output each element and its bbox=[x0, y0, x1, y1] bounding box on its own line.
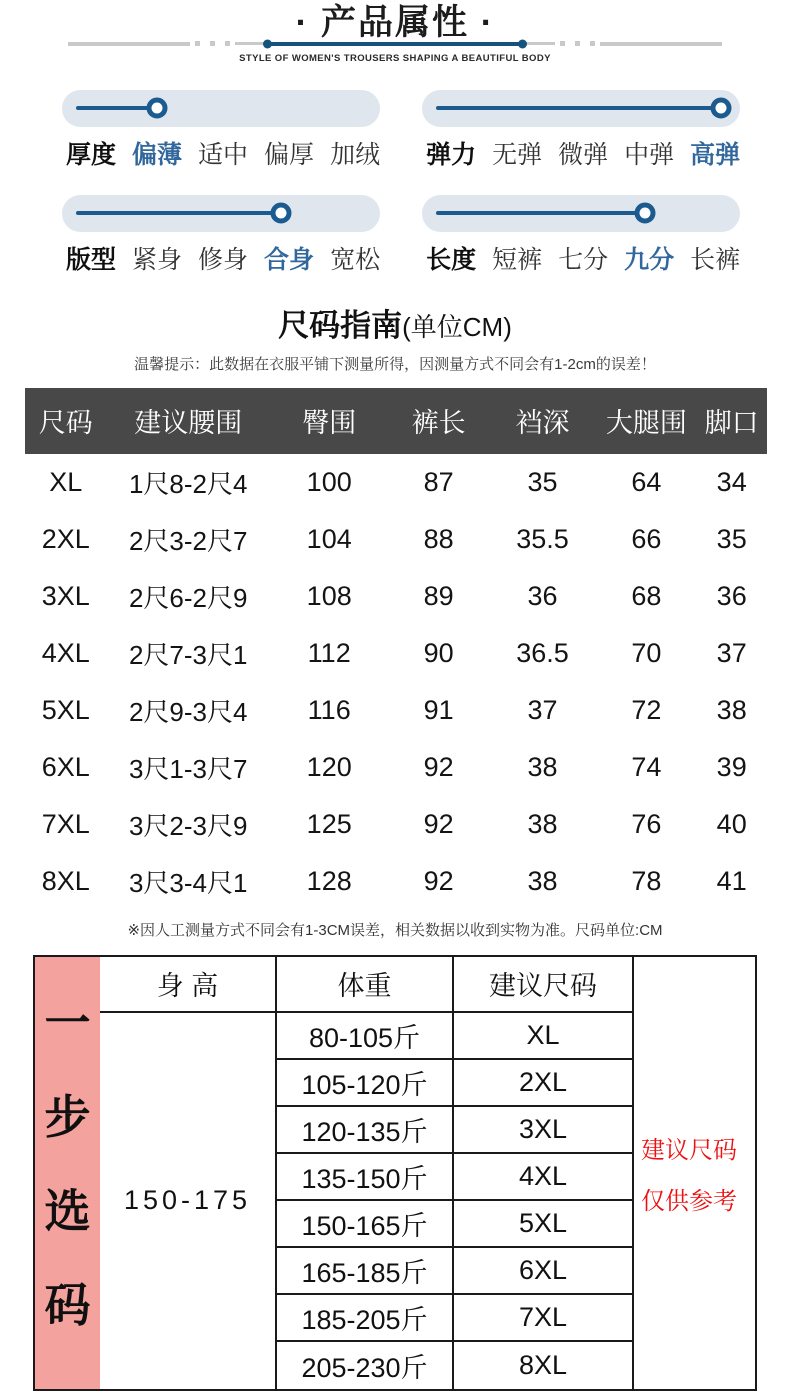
fit-slider-thumb[interactable] bbox=[271, 203, 292, 224]
attribute-option: 七分 bbox=[558, 245, 609, 274]
cell-size: 8XL bbox=[41, 865, 90, 896]
fit-slider-track bbox=[62, 195, 380, 232]
cell-waist: 3尺3-4尺1 bbox=[128, 867, 248, 898]
table-row bbox=[25, 568, 767, 625]
cell-pant-length: 92 bbox=[423, 751, 454, 782]
attribute-option: 短裤 bbox=[492, 245, 543, 274]
table-row bbox=[25, 454, 767, 511]
weight-cell: 205-230斤 bbox=[277, 1342, 454, 1389]
cell-pant-length: 88 bbox=[423, 523, 454, 554]
cell-thigh: 78 bbox=[631, 865, 662, 896]
cell-hip: 120 bbox=[306, 751, 352, 782]
column-header: 裤长 bbox=[411, 408, 466, 438]
attribute-option: 微弹 bbox=[558, 140, 609, 169]
attribute-label: 厚度 bbox=[66, 140, 117, 169]
size-cell: 5XL bbox=[454, 1201, 634, 1248]
attribute-option: 适中 bbox=[198, 140, 249, 169]
cell-leg-opening: 35 bbox=[716, 523, 747, 554]
elasticity-slider-fill bbox=[436, 106, 723, 110]
cell-pant-length: 92 bbox=[423, 808, 454, 839]
cell-pant-length: 90 bbox=[423, 637, 454, 668]
cell-leg-opening: 41 bbox=[716, 865, 747, 896]
cell-leg-opening: 37 bbox=[716, 637, 747, 668]
divider-dot bbox=[195, 41, 200, 46]
size-cell: 8XL bbox=[454, 1342, 634, 1389]
cell-pant-length: 87 bbox=[423, 466, 454, 497]
cell-size: 7XL bbox=[41, 808, 90, 839]
cell-thigh: 72 bbox=[631, 694, 662, 725]
size-remark-line: 建议尺码 bbox=[641, 1136, 737, 1164]
size-cell: 7XL bbox=[454, 1295, 634, 1342]
side-strip-char: 码 bbox=[44, 1278, 91, 1331]
side-strip-label bbox=[35, 957, 100, 1389]
height-column-header: 身 高 bbox=[100, 957, 277, 1013]
attribute-sliders-section bbox=[0, 64, 790, 276]
size-cell: 6XL bbox=[454, 1248, 634, 1295]
cell-crotch-depth: 36 bbox=[527, 580, 558, 611]
cell-size: XL bbox=[49, 466, 83, 497]
cell-thigh: 66 bbox=[631, 523, 662, 554]
column-header: 臀围 bbox=[302, 408, 357, 438]
product-attributes-header bbox=[0, 0, 790, 64]
cell-waist: 3尺1-3尺7 bbox=[128, 753, 248, 784]
cell-hip: 104 bbox=[306, 523, 352, 554]
cell-crotch-depth: 37 bbox=[527, 694, 558, 725]
thickness-slider-thumb[interactable] bbox=[147, 98, 168, 119]
cell-leg-opening: 36 bbox=[716, 580, 747, 611]
attribute-option: 中弹 bbox=[624, 140, 675, 169]
cell-crotch-depth: 38 bbox=[527, 865, 558, 896]
attribute-thickness bbox=[62, 90, 380, 171]
page-title: · 产品属性 · bbox=[295, 3, 495, 42]
divider-bar-right bbox=[600, 42, 722, 46]
cell-crotch-depth: 35 bbox=[527, 466, 558, 497]
attribute-label: 长度 bbox=[426, 245, 477, 274]
table-row bbox=[25, 682, 767, 739]
divider-dot bbox=[210, 41, 215, 46]
column-header: 大腿围 bbox=[605, 408, 687, 438]
cell-pant-length: 91 bbox=[423, 694, 454, 725]
cell-waist: 2尺7-3尺1 bbox=[128, 639, 248, 670]
cell-hip: 116 bbox=[307, 694, 351, 725]
attribute-option: 宽松 bbox=[330, 245, 381, 274]
weight-cell: 105-120斤 bbox=[277, 1060, 454, 1107]
divider-line-left bbox=[235, 42, 266, 45]
weight-cell: 120-135斤 bbox=[277, 1107, 454, 1154]
attribute-option: 合身 bbox=[264, 245, 315, 274]
attribute-option: 偏厚 bbox=[264, 140, 315, 169]
cell-crotch-depth: 38 bbox=[527, 751, 558, 782]
cell-thigh: 64 bbox=[631, 466, 662, 497]
size-guide-title bbox=[0, 300, 790, 345]
fit-labels bbox=[62, 240, 380, 276]
cell-thigh: 68 bbox=[631, 580, 662, 611]
cell-leg-opening: 34 bbox=[716, 466, 747, 497]
cell-leg-opening: 38 bbox=[716, 694, 747, 725]
length-labels bbox=[422, 240, 740, 276]
column-header: 建议腰围 bbox=[134, 408, 243, 438]
cell-hip: 100 bbox=[306, 466, 352, 497]
cell-hip: 108 bbox=[306, 580, 352, 611]
cell-waist: 3尺2-3尺9 bbox=[128, 810, 248, 841]
column-header: 脚口 bbox=[704, 408, 759, 438]
length-slider-thumb[interactable] bbox=[634, 203, 655, 224]
size-cell: 2XL bbox=[454, 1060, 634, 1107]
weight-cell: 165-185斤 bbox=[277, 1248, 454, 1295]
divider-dot bbox=[560, 41, 565, 46]
attribute-option: 无弹 bbox=[492, 140, 543, 169]
table-row bbox=[25, 511, 767, 568]
weight-column-header: 体重 bbox=[277, 957, 454, 1013]
elasticity-labels bbox=[422, 135, 740, 171]
cell-hip: 128 bbox=[306, 865, 352, 896]
attribute-option: 偏薄 bbox=[132, 140, 183, 169]
attribute-length bbox=[422, 195, 740, 276]
thickness-labels bbox=[62, 135, 380, 171]
cell-hip: 112 bbox=[307, 637, 351, 668]
size-guide-note: ※因人工测量方式不同会有1-3CM误差，相关数据以收到实物为准。尺码单位:CM bbox=[127, 921, 663, 939]
cell-waist: 2尺6-2尺9 bbox=[128, 582, 248, 613]
size-guide-hint: 温馨提示：此数据在衣服平铺下测量所得，因测量方式不同会有1-2cm的误差！ bbox=[134, 355, 656, 373]
attribute-option: 九分 bbox=[624, 245, 675, 274]
side-strip-char: 步 bbox=[44, 1090, 91, 1143]
cell-thigh: 74 bbox=[631, 751, 662, 782]
size-cell: 3XL bbox=[454, 1107, 634, 1154]
height-range-cell: 150-175 bbox=[100, 1013, 277, 1389]
cell-size: 3XL bbox=[41, 580, 90, 611]
size-guide-title-text: 尺码指南 bbox=[278, 307, 403, 343]
cell-crotch-depth: 36.5 bbox=[516, 637, 569, 668]
divider-dot bbox=[590, 41, 595, 46]
divider-dot bbox=[575, 41, 580, 46]
weight-cell: 185-205斤 bbox=[277, 1295, 454, 1342]
size-guide-unit: (单位CM) bbox=[402, 311, 512, 342]
cell-thigh: 70 bbox=[631, 637, 662, 668]
attribute-option: 修身 bbox=[198, 245, 249, 274]
cell-pant-length: 89 bbox=[423, 580, 454, 611]
cell-waist: 2尺3-2尺7 bbox=[128, 525, 248, 556]
table-row bbox=[25, 739, 767, 796]
size-table-header-row bbox=[25, 388, 767, 454]
attribute-option: 紧身 bbox=[132, 245, 183, 274]
cell-waist: 1尺8-2尺4 bbox=[128, 468, 248, 499]
length-slider-track bbox=[422, 195, 740, 232]
cell-size: 5XL bbox=[41, 694, 90, 725]
table-row bbox=[25, 853, 767, 910]
attribute-elasticity bbox=[422, 90, 740, 171]
table-row bbox=[25, 796, 767, 853]
weight-cell: 80-105斤 bbox=[277, 1013, 454, 1060]
cell-hip: 125 bbox=[306, 808, 352, 839]
cell-size: 4XL bbox=[41, 637, 90, 668]
column-header: 裆深 bbox=[515, 408, 570, 438]
cell-leg-opening: 39 bbox=[716, 751, 747, 782]
divider-line-right bbox=[524, 42, 555, 45]
cell-leg-opening: 40 bbox=[716, 808, 747, 839]
divider-accent-line bbox=[267, 42, 523, 46]
attribute-option: 加绒 bbox=[330, 140, 381, 169]
divider-dot bbox=[225, 41, 230, 46]
cell-crotch-depth: 38 bbox=[527, 808, 558, 839]
attribute-option: 长裤 bbox=[690, 245, 741, 274]
column-header: 尺码 bbox=[38, 408, 93, 438]
weight-cell: 135-150斤 bbox=[277, 1154, 454, 1201]
cell-size: 2XL bbox=[41, 523, 90, 554]
attribute-option: 高弹 bbox=[690, 140, 741, 169]
size-selector-table bbox=[33, 955, 757, 1391]
size-column-header: 建议尺码 bbox=[454, 957, 634, 1013]
size-remark bbox=[634, 957, 751, 1389]
cell-waist: 2尺9-3尺4 bbox=[128, 696, 248, 727]
size-guide-table bbox=[25, 388, 767, 910]
thickness-slider-track bbox=[62, 90, 380, 127]
elasticity-slider-thumb[interactable] bbox=[711, 98, 732, 119]
length-slider-fill bbox=[436, 211, 647, 215]
elasticity-slider-track bbox=[422, 90, 740, 127]
side-strip-char: 一 bbox=[44, 996, 91, 1049]
table-row bbox=[25, 625, 767, 682]
cell-crotch-depth: 35.5 bbox=[516, 523, 569, 554]
cell-size: 6XL bbox=[41, 751, 90, 782]
fit-slider-fill bbox=[76, 211, 283, 215]
size-cell: 4XL bbox=[454, 1154, 634, 1201]
page-subtitle: STYLE OF WOMEN'S TROUSERS SHAPING A BEAUTIFUL BODY bbox=[239, 52, 551, 64]
weight-cell: 150-165斤 bbox=[277, 1201, 454, 1248]
attribute-fit bbox=[62, 195, 380, 276]
side-strip-char: 选 bbox=[44, 1184, 91, 1237]
size-cell: XL bbox=[454, 1013, 634, 1060]
attribute-label: 弹力 bbox=[426, 140, 477, 169]
size-remark-line: 仅供参考 bbox=[641, 1187, 737, 1215]
cell-pant-length: 92 bbox=[423, 865, 454, 896]
attribute-label: 版型 bbox=[66, 245, 117, 274]
divider-bar-left bbox=[68, 42, 190, 46]
cell-thigh: 76 bbox=[631, 808, 662, 839]
